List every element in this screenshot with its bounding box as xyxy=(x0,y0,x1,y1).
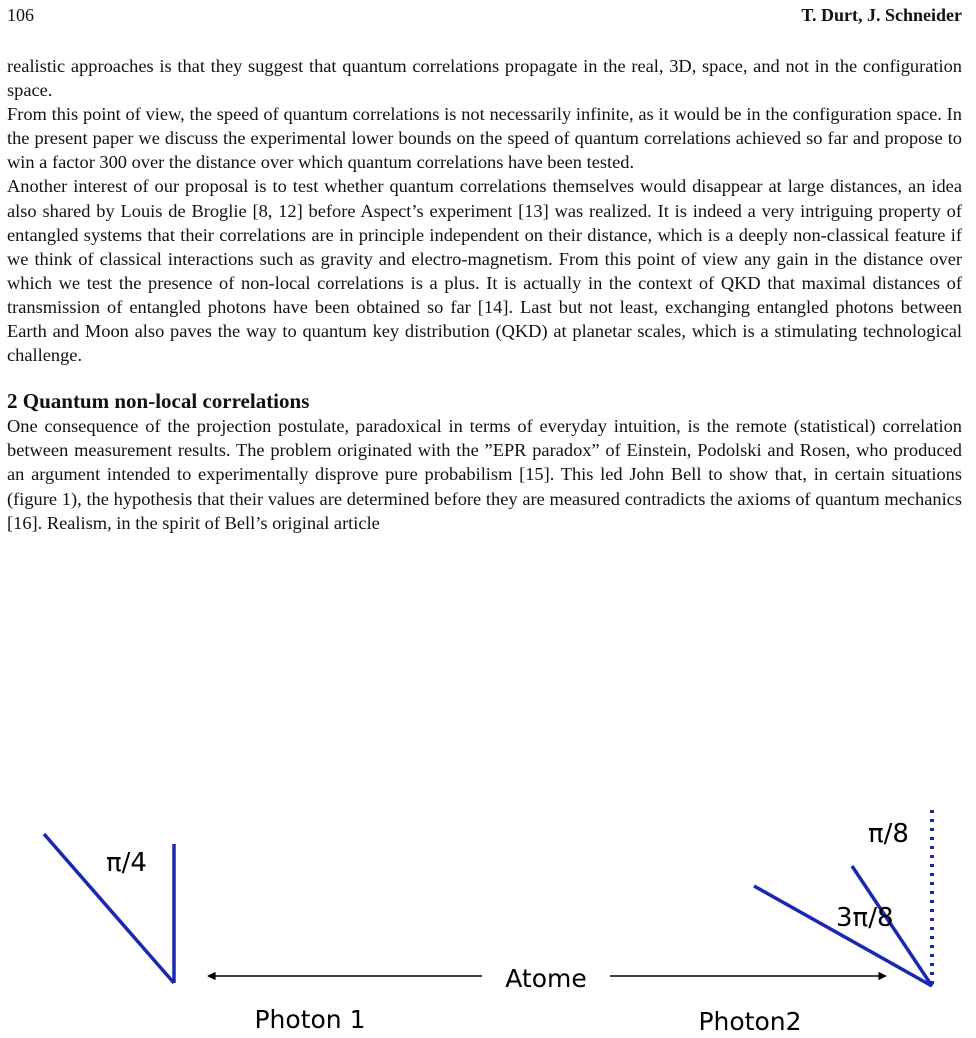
paragraph: From this point of view, the speed of quantum correlations is not necessarily infinite, as it would be in the configuration space. In the present paper we discuss the experimental lower bounds on the speed of quantum correlations achieved so far and propose to win a factor 300 over the distance over which quantum correlations have been tested. xyxy=(7,104,962,173)
right-top-angle-label: π/8 xyxy=(868,819,909,849)
section-paragraph: One consequence of the projection postulate, paradoxical in terms of everyday intuition, is the remote (statistical) correlation between measurement results. The problem originated with the ”EPR paradox” of Einstein, Podolski and Rosen, who produced an argument intended to experimentally disprove pure probabilism [15]. This led John Bell to show that, in certain situations (figure 1), the hypothesis that their values are determined before they are measured contradicts the axioms of quantum mechanics [16]. Realism, in the spirit of Bell’s original article xyxy=(7,416,962,533)
section-heading: 2 Quantum non-local correlations xyxy=(7,389,310,414)
page-number: 106 xyxy=(7,5,34,25)
figure-1 xyxy=(0,752,976,1038)
body-text xyxy=(7,54,962,535)
photon-1-label: Photon 1 xyxy=(254,1005,366,1034)
paragraph: Another interest of our proposal is to test whether quantum correlations themselves would disappear at large distances, an idea also shared by Louis de Broglie [8, 12] before Aspect’s experiment [13] was realized. It is indeed a very intriguing property of entangled systems that their correlations are in principle independent on their distance, which is a deeply non-classical feature if we think of classical interactions such as gravity and electro-magnetism. From this point of view any gain in the distance over which we test the presence of non-local correlations is a plus. It is actually in the context of QKD that maximal distances of transmission of entangled photons have been obtained so far [14]. Last but not least, exchanging entangled photons between Earth and Moon also paves the way to quantum key distribution (QKD) at planetar scales, which is a stimulating technological challenge. xyxy=(7,176,962,366)
right-mid-angle-label: 3π/8 xyxy=(836,903,894,933)
left-angle-label: π/4 xyxy=(106,848,147,878)
source-label: Atome xyxy=(505,964,587,993)
paragraph: realistic approaches is that they suggest that quantum correlations propagate in the real, 3D, space, and not in the configuration space. xyxy=(7,56,962,101)
photon-2-label: Photon2 xyxy=(698,1007,802,1036)
right-shallow-axis xyxy=(754,886,932,986)
figure-diagram xyxy=(0,752,976,1038)
running-head-authors: T. Durt, J. Schneider xyxy=(801,5,962,25)
page-header xyxy=(7,2,962,28)
